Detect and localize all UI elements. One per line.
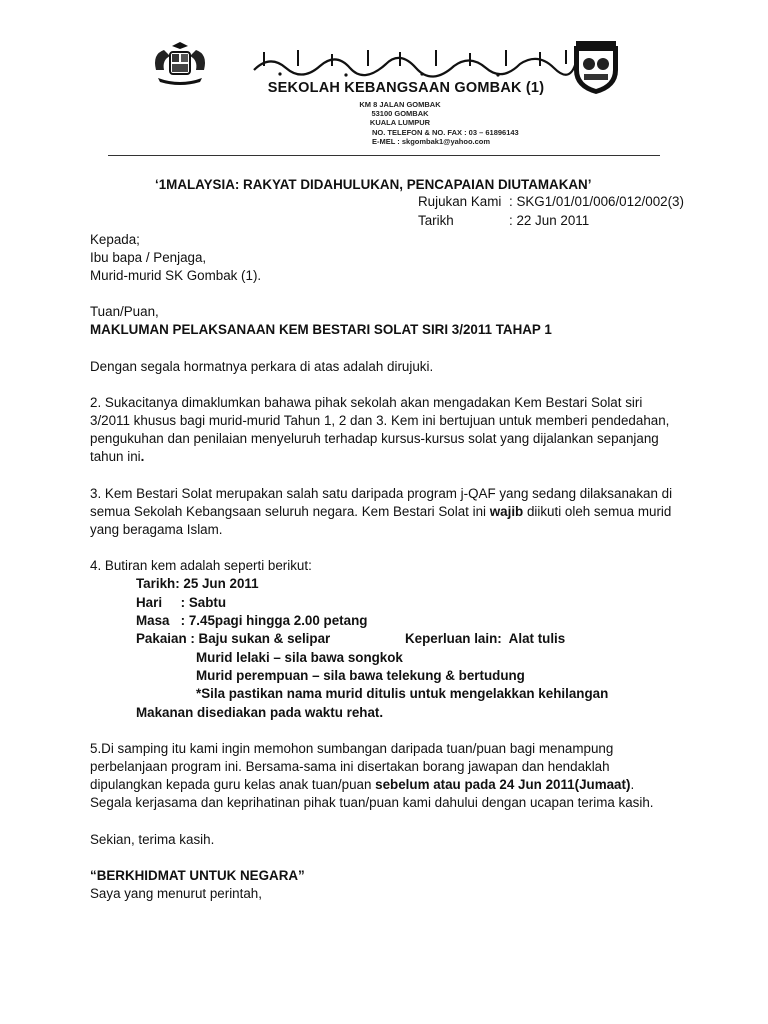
paragraph-4-intro: 4. Butiran kem adalah seperti berikut: (90, 558, 312, 573)
detail-keperluan: Keperluan lain: Alat tulis (405, 631, 566, 646)
signoff: Saya yang menurut perintah, (90, 886, 262, 901)
paragraph-2-line (90, 448, 710, 466)
letterhead-divider (108, 155, 660, 156)
paragraph-5-line: 5.Di samping itu kami ingin memohon sumbangan daripada tuan/puan bagi menampung (90, 741, 614, 756)
malaysia-crest-logo (150, 40, 210, 88)
paragraph-3-line: yang beragama Islam. (90, 522, 223, 537)
paragraph-3-text: diikuti oleh semua murid (523, 504, 672, 519)
paragraph-3-text: semua Sekolah Kebangsaan seluruh negara. Kem Bestari Solat ini (90, 504, 490, 519)
jawi-school-name (250, 44, 580, 78)
paragraph-5-line: perbelanjaan program ini. Bersama-sama ini disertakan borang jawapan dan hendaklah (90, 759, 610, 774)
detail-masa: Masa : 7.45pagi hingga 2.00 petang (136, 613, 368, 628)
date-label: Tarikh (418, 213, 454, 228)
recipient-line: Kepada; (90, 232, 140, 247)
school-crest-logo (570, 40, 622, 96)
detail-makanan: Makanan disediakan pada waktu rehat. (136, 705, 384, 720)
detail-murid-lelaki: Murid lelaki – sila bawa songkok (196, 650, 403, 665)
slogan: “BERKHIDMAT UNTUK NEGARA” (90, 868, 305, 883)
wajib-emphasis: wajib (489, 504, 524, 519)
detail-hari: Hari : Sabtu (136, 595, 227, 610)
paragraph-2-line: pengukuhan dan penilaian menyeluruh terhadap kursus-kursus solat yang dijalankan sepanjang (90, 431, 659, 446)
address-line: 53100 GOMBAK (371, 109, 429, 118)
school-name: SEKOLAH KEBANGSAAN GOMBAK (1) (267, 80, 545, 96)
paragraph-2-text: tahun ini (90, 449, 141, 464)
paragraph-2-period: . (140, 449, 145, 464)
email-line: E-MEL : skgombak1@yahoo.com (372, 137, 491, 146)
detail-note: *Sila pastikan nama murid ditulis untuk mengelakkan kehilangan (196, 686, 609, 701)
closing: Sekian, terima kasih. (90, 832, 215, 847)
paragraph-5-text: . (630, 777, 635, 792)
phone-line: NO. TELEFON & NO. FAX : 03 – 61896143 (372, 128, 519, 137)
paragraph-1: Dengan segala hormatnya perkara di atas adalah dirujuki. (90, 359, 434, 374)
paragraph-3-line: 3. Kem Bestari Solat merupakan salah satu daripada program j-QAF yang sedang dilaksanakan di (90, 486, 673, 501)
deadline-emphasis: sebelum atau pada 24 Jun 2011(Jumaat) (375, 777, 631, 792)
detail-tarikh: Tarikh: 25 Jun 2011 (136, 576, 259, 591)
paragraph-5-text: dipulangkan kepada guru kelas anak tuan/puan (90, 777, 376, 792)
recipient-line: Ibu bapa / Penjaga, (90, 250, 207, 265)
detail-murid-perempuan: Murid perempuan – sila bawa telekung & bertudung (196, 668, 525, 683)
paragraph-5-line: Segala kerjasama dan keprihatinan pihak tuan/puan kami dahului dengan ucapan terima kasih. (90, 795, 654, 810)
paragraph-2-line: 2. Sukacitanya dimaklumkan bahawa pihak sekolah akan mengadakan Kem Bestari Solat siri (90, 395, 643, 410)
subject-heading: MAKLUMAN PELAKSANAAN KEM BESTARI SOLAT SIRI 3/2011 TAHAP 1 (90, 322, 552, 337)
paragraph-3-line (90, 503, 710, 521)
address-line: KM 8 JALAN GOMBAK (359, 100, 441, 109)
reference-label: Rujukan Kami (418, 194, 502, 209)
date-value: : 22 Jun 2011 (509, 213, 590, 228)
recipient-line: Murid-murid SK Gombak (1). (90, 268, 262, 283)
paragraph-5-line (90, 776, 710, 794)
paragraph-2-line: 3/2011 khusus bagi murid-murid Tahun 1, 2 dan 3. Kem ini bertujuan untuk memberi pendedahan, (90, 413, 670, 428)
reference-number: : SKG1/01/01/006/012/002(3) (509, 194, 684, 209)
salutation: Tuan/Puan, (90, 304, 159, 319)
detail-pakaian: Pakaian : Baju sukan & selipar (136, 631, 331, 646)
motto: ‘1MALAYSIA: RAKYAT DIDAHULUKAN, PENCAPAIAN DIUTAMAKAN’ (155, 177, 592, 192)
address-line: KUALA LUMPUR (369, 118, 431, 127)
